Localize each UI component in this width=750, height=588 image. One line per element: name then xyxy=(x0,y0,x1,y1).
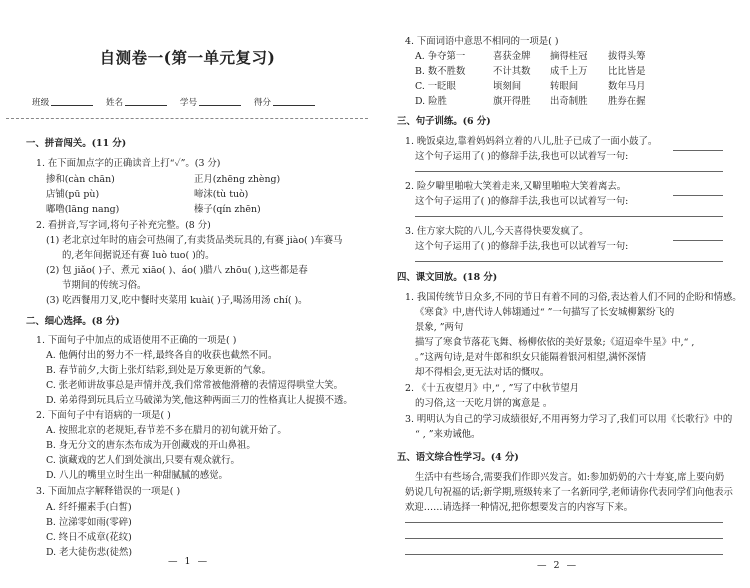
pinyin-item[interactable]: 嘟噜(lāng nang) xyxy=(46,204,120,215)
choice-option[interactable]: B. 身无分文的唐东杰布成为开创藏戏的开山鼻祖。 xyxy=(46,440,256,451)
class-field[interactable] xyxy=(51,105,93,106)
question-text: (3) 吃西餐用刀叉,吃中餐时夹菜用 kuài( )子,喝汤用汤 chí( )。 xyxy=(46,295,308,306)
choice-option[interactable]: B. 泣涕零如雨(零碎) xyxy=(46,517,132,528)
choice-option: 成千上万 xyxy=(550,66,588,77)
question-text: 描写了寒食节落花飞舞、杨柳依依的美好景象;《迢迢牵牛星》中,“ , xyxy=(415,337,695,348)
section-heading: 五、语文综合性学习。(4 分) xyxy=(397,452,519,463)
answer-line[interactable] xyxy=(673,195,723,196)
question: 3. 下面加点字解释错误的一项是( ) xyxy=(36,486,181,497)
id-label: 学号 xyxy=(179,98,198,108)
choice-option[interactable]: D. 弟弟得到玩具后立马破涕为笑,他这种两面三刀的性格真让人捉摸不透。 xyxy=(46,395,353,406)
question-text: (2) 包 jiǎo( )子、煮元 xiāo( )、áo( )腊八 zhōu( ),这些都是春 xyxy=(46,265,308,276)
question-text: 2. 《十五夜望月》中,“ , ”写了中秋节望月 xyxy=(405,383,580,394)
choice-option: 喜获金牌 xyxy=(493,51,531,62)
question: 4. 下面词语中意思不相同的一项是( ) xyxy=(405,36,559,47)
choice-option[interactable]: C. 一眨眼 xyxy=(415,81,456,92)
score-label: 得分 xyxy=(253,98,272,108)
choice-option: 比比皆是 xyxy=(608,66,646,77)
question-text: 的习俗,这一天吃月饼的寓意是 。 xyxy=(415,398,553,409)
question-text: (1) 老北京过年时的庙会可热闹了,有卖货品类玩具的,有赛 jiào( )车赛马 xyxy=(46,235,343,246)
question-text: 这个句子运用了( )的修辞手法,我也可以试着写一句: xyxy=(415,241,629,252)
question-text: 奶说几句祝福的话;新学期,班级转来了一名新同学,老师请你代表同学们向他表示 xyxy=(405,487,733,498)
choice-option: 不计其数 xyxy=(493,66,531,77)
question-text: 景象, ”两句 xyxy=(415,322,464,333)
question-text: 却不得相会,更无法对话的慨叹。 xyxy=(415,367,550,378)
choice-option[interactable]: C. 演藏戏的艺人们到处演出,只要有观众就行。 xyxy=(46,455,240,466)
section-heading: 一、拼音闯关。(11 分) xyxy=(26,138,127,149)
choice-option[interactable]: A. 他俩付出的努力不一样,最终各自的收获也截然不同。 xyxy=(46,350,278,361)
divider xyxy=(6,118,368,119)
answer-line[interactable] xyxy=(673,240,723,241)
question-text: 《寒食》中,唐代诗人韩翃通过“ ”一句描写了长安城柳絮纷飞的 xyxy=(415,307,675,318)
question-text: 生活中有些场合,需要我们作即兴发言。如:参加奶奶的六十寿宴,席上要向奶 xyxy=(415,472,725,483)
question: 3. 住方家大院的八儿,今天喜得快要发疯了。 xyxy=(405,226,589,237)
name-field[interactable] xyxy=(125,105,167,106)
pinyin-item[interactable]: 啼沫(tù tuò) xyxy=(194,189,249,200)
answer-line[interactable] xyxy=(673,150,723,151)
question: 1. 下面句子中加点的成语使用不正确的一项是( ) xyxy=(36,335,237,346)
question-text: 这个句子运用了( )的修辞手法,我也可以试着写一句: xyxy=(415,151,629,162)
question-text: 。”这两句诗,是对牛郎和织女只能隔着银河相望,满怀深情 xyxy=(415,352,647,363)
page-number: — 1 — xyxy=(168,556,210,567)
question-text: 的,老年间据说还有赛 luò tuo( )的。 xyxy=(62,250,215,261)
page-number: — 2 — xyxy=(537,560,579,571)
choice-option: 拔得头筹 xyxy=(608,51,646,62)
choice-option: 数年马月 xyxy=(608,81,646,92)
answer-line[interactable] xyxy=(415,216,723,217)
page-title: 自测卷一(第一单元复习) xyxy=(99,48,276,67)
answer-line[interactable] xyxy=(415,171,723,172)
id-field[interactable] xyxy=(199,105,241,106)
page-2 xyxy=(375,0,750,588)
question: 1. 在下面加点字的正确读音上打“✓”。(3 分) xyxy=(36,158,221,169)
choice-option[interactable]: A. 纤纤擢素手(白皙) xyxy=(46,502,132,513)
answer-line[interactable] xyxy=(405,538,723,539)
question: 2. 看拼音,写字词,将句子补充完整。(8 分) xyxy=(36,220,211,231)
question-text: 3. 明明认为自己的学习成绩很好,不用再努力学习了,我们可以用《长歌行》中的 xyxy=(405,414,733,425)
choice-option[interactable]: B. 春节前夕,大街上张灯结彩,到处是万象更新的气象。 xyxy=(46,365,272,376)
answer-line[interactable] xyxy=(405,554,723,555)
pinyin-item[interactable]: 榛子(qín zhēn) xyxy=(194,204,261,215)
choice-option[interactable]: D. 险胜 xyxy=(415,96,447,107)
choice-option: 胜券在握 xyxy=(608,96,646,107)
section-heading: 四、课文回放。(18 分) xyxy=(397,272,498,283)
answer-line[interactable] xyxy=(405,522,723,523)
student-info xyxy=(32,96,325,108)
choice-option: 旗开得胜 xyxy=(493,96,531,107)
section-heading: 三、句子训练。(6 分) xyxy=(397,116,491,127)
question-text: 这个句子运用了( )的修辞手法,我也可以试着写一句: xyxy=(415,196,629,207)
choice-option: 出奇制胜 xyxy=(550,96,588,107)
pinyin-item[interactable]: 正月(zhēng zhèng) xyxy=(194,174,281,185)
question: 2. 下面句子中有语病的一项是( ) xyxy=(36,410,171,421)
class-label: 班级 xyxy=(32,98,50,108)
choice-option[interactable]: B. 数不胜数 xyxy=(415,66,466,77)
answer-line[interactable] xyxy=(415,261,723,262)
choice-option[interactable]: D. 八儿的嘴里立时生出一种甜腻腻的感觉。 xyxy=(46,470,228,481)
question: 2. 险夕噼里啪啦大笑着走来,又噼里啪啦大笑着离去。 xyxy=(405,181,627,192)
choice-option[interactable]: C. 终日不成章(花纹) xyxy=(46,532,132,543)
pinyin-item[interactable]: 店铺(pū pù) xyxy=(46,189,100,200)
question: 1. 晚饭桌边,靠着妈妈斜立着的八儿,肚子已成了一面小鼓了。 xyxy=(405,136,658,147)
pinyin-item[interactable]: 掺和(càn chān) xyxy=(46,174,115,185)
choice-option: 摘得桂冠 xyxy=(550,51,588,62)
question-text: 1. 我国传统节日众多,不同的节日有着不同的习俗,表达着人们不同的企盼和情感。 xyxy=(405,292,742,303)
score-field[interactable] xyxy=(273,105,315,106)
choice-option[interactable]: A. 争夺第一 xyxy=(415,51,466,62)
section-heading: 二、细心选择。(8 分) xyxy=(26,316,120,327)
choice-option[interactable]: D. 老大徒伤悲(徒然) xyxy=(46,547,133,558)
name-label: 姓名 xyxy=(105,98,124,108)
choice-option: 顷刻间 xyxy=(493,81,522,92)
question-text: 节期间的传统习俗。 xyxy=(62,280,147,291)
question-text: “ , ”来劝诫他。 xyxy=(415,429,481,440)
choice-option[interactable]: C. 张老师讲故事总是声情并茂,我们常常被他滑稽的表情逗得哄堂大笑。 xyxy=(46,380,344,391)
choice-option: 转眼间 xyxy=(550,81,579,92)
choice-option[interactable]: A. 按照北京的老规矩,春节差不多在腊月的初旬就开始了。 xyxy=(46,425,287,436)
question-text: 欢迎……请选择一种情况,把你想要发言的内容写下来。 xyxy=(405,502,633,513)
